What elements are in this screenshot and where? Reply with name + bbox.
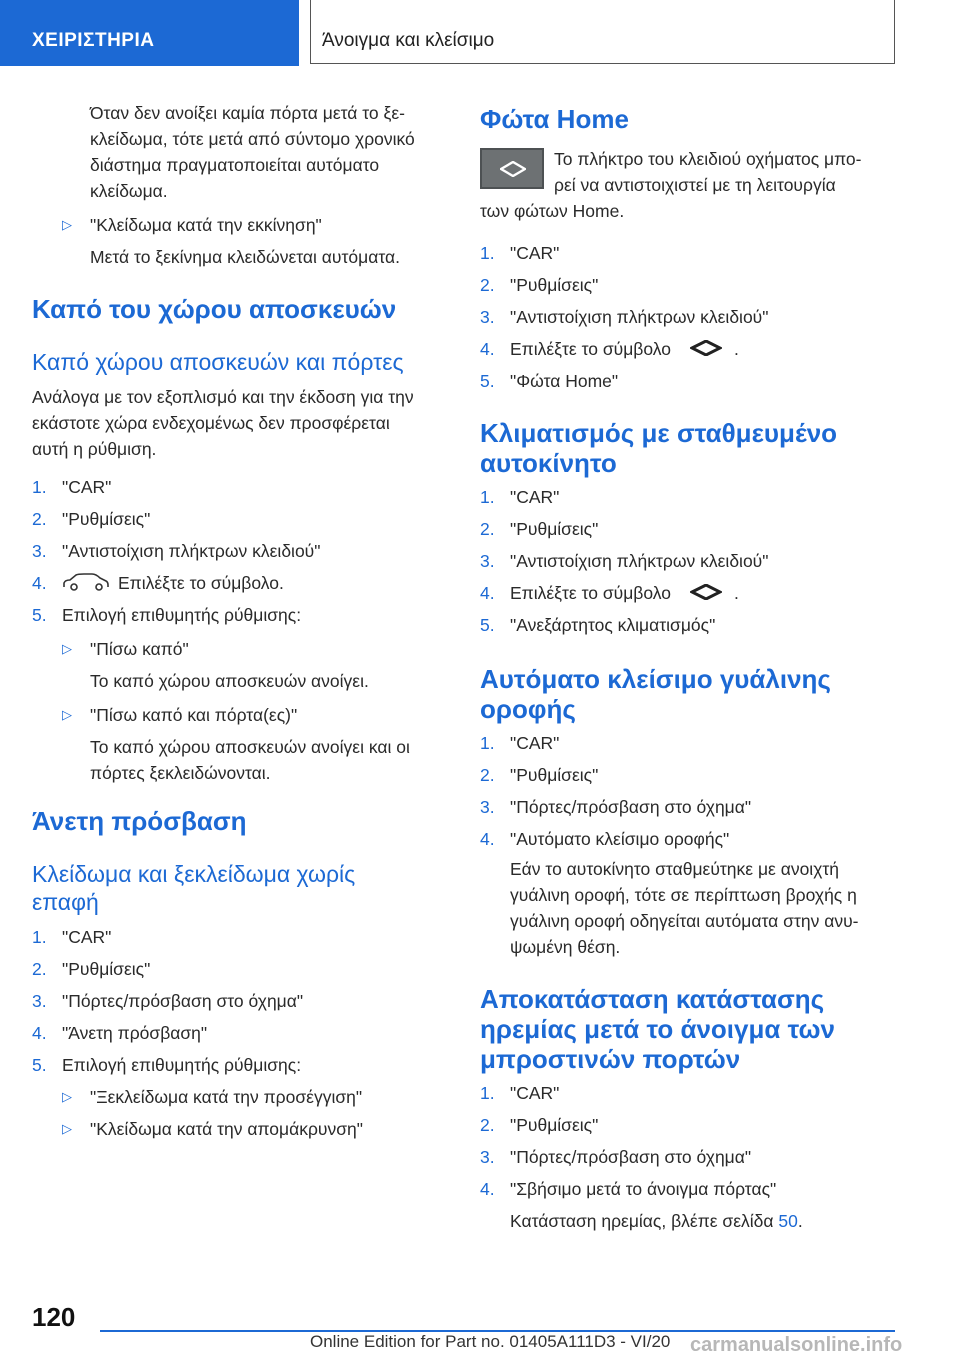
heading-trunk: Καπό του χώρου αποσκευών xyxy=(32,294,397,324)
trunk-option: "Πίσω καπό" xyxy=(90,639,189,659)
step-number: 5. xyxy=(480,371,495,391)
standby-step: "Ρυθμίσεις" xyxy=(510,1115,599,1135)
step-number: 2. xyxy=(32,509,47,529)
roof-desc-line: γυάλινη οροφή, τότε σε περίπτωση βροχής η xyxy=(510,885,857,905)
car-icon xyxy=(62,572,110,592)
bullet-triangle-icon: ▷ xyxy=(62,641,72,656)
trunk-step: "Αντιστοίχιση πλήκτρων κλειδιού" xyxy=(62,541,321,561)
roof-step: "Ρυθμίσεις" xyxy=(510,765,599,785)
heading-parked-climate: αυτοκίνητο xyxy=(480,448,617,478)
intro-line: κλείδωμα, τότε μετά από σύντομο χρονικό xyxy=(90,129,415,149)
trunk-step: "Ρυθμίσεις" xyxy=(62,509,151,529)
roof-desc-line: Εάν το αυτοκίνητο σταθμεύτηκε με ανοιχτή xyxy=(510,859,840,879)
keyless-step: "CAR" xyxy=(62,927,112,947)
home-step: "CAR" xyxy=(510,243,560,263)
heading-keyless: Κλείδωμα και ξεκλείδωμα χωρίς xyxy=(32,861,356,887)
trunk-option-desc: Το καπό χώρου αποσκευών ανοίγει. xyxy=(90,671,369,691)
trunk-desc-line: Ανάλογα με τον εξοπλισμό και την έκδοση για την xyxy=(32,387,414,407)
diamond-icon xyxy=(500,161,526,177)
home-step: "Αντιστοίχιση πλήκτρων κλειδιού" xyxy=(510,307,769,327)
home-step: Επιλέξτε το σύμβολο xyxy=(510,339,671,359)
step-number: 1. xyxy=(480,243,495,263)
trunk-desc-line: εκάστοτε χώρα ενδεχομένως δεν προσφέρεται xyxy=(32,413,390,433)
bullet-triangle-icon: ▷ xyxy=(62,1121,72,1136)
step-number: 4. xyxy=(480,339,495,359)
heading-parked-climate: Κλιματισμός με σταθμευμένο xyxy=(480,418,838,448)
watermark: carmanualsonline.info xyxy=(690,1334,903,1356)
step-number: 5. xyxy=(480,615,495,635)
home-step: "Ρυθμίσεις" xyxy=(510,275,599,295)
heading-roof-close: Αυτόματο κλείσιμο γυάλινης xyxy=(480,664,831,694)
climate-step: "Αντιστοίχιση πλήκτρων κλειδιού" xyxy=(510,551,769,571)
step-number: 2. xyxy=(32,959,47,979)
heading-roof-close: οροφής xyxy=(480,694,576,724)
trunk-step: Επιλέξτε το σύμβολο. xyxy=(118,573,284,593)
keyless-option: "Κλείδωμα κατά την απομάκρυνση" xyxy=(90,1119,363,1139)
bullet-triangle-icon: ▷ xyxy=(62,217,72,232)
standby-step: "CAR" xyxy=(510,1083,560,1103)
sentence-period: . xyxy=(797,1211,803,1231)
step-number: 3. xyxy=(480,1147,495,1167)
heading-home-lights: Φώτα Home xyxy=(480,104,629,134)
header-divider xyxy=(310,0,311,64)
roof-desc-line: γυάλινη οροφή οδηγείται αυτόματα στην ανυ- xyxy=(510,911,859,931)
step-number: 2. xyxy=(480,275,495,295)
page-reference-link[interactable]: 50 xyxy=(778,1211,798,1231)
standby-desc-text: Κατάσταση ηρεμίας, βλέπε σελίδα xyxy=(510,1211,779,1231)
trunk-option: "Πίσω καπό και πόρτα(ες)" xyxy=(90,705,298,725)
climate-step: "CAR" xyxy=(510,487,560,507)
step-number: 5. xyxy=(32,605,47,625)
section-title: Άνοιγμα και κλείσιμο xyxy=(322,30,495,51)
step-number: 1. xyxy=(32,477,47,497)
key-button-graphic xyxy=(480,148,544,189)
climate-step: Επιλέξτε το σύμβολο xyxy=(510,583,671,603)
roof-step: "CAR" xyxy=(510,733,560,753)
step-number: 2. xyxy=(480,519,495,539)
step-number: 3. xyxy=(32,541,47,561)
standby-step: "Σβήσιμο μετά το άνοιγμα πόρτας" xyxy=(510,1179,777,1199)
standby-desc xyxy=(510,1208,803,1234)
step-number: 1. xyxy=(32,927,47,947)
step-number: 1. xyxy=(480,733,495,753)
heading-standby: μπροστινών πορτών xyxy=(480,1044,741,1074)
sentence-period: . xyxy=(734,583,739,603)
option-auto-lock-desc: Μετά το ξεκίνημα κλειδώνεται αυτόματα. xyxy=(90,247,400,267)
home-desc-line: ρεί να αντιστοιχιστεί με τη λειτουργία xyxy=(554,175,836,195)
standby-step: "Πόρτες/πρόσβαση στο όχημα" xyxy=(510,1147,752,1167)
trunk-desc-line: αυτή η ρύθμιση. xyxy=(32,439,157,459)
climate-step: "Ρυθμίσεις" xyxy=(510,519,599,539)
home-desc-line: των φώτων Home. xyxy=(480,201,625,221)
step-number: 4. xyxy=(480,829,495,849)
diamond-icon xyxy=(690,340,722,356)
heading-trunk-doors: Καπό χώρου αποσκευών και πόρτες xyxy=(32,349,404,375)
intro-line: κλείδωμα. xyxy=(90,181,168,201)
heading-standby: Αποκατάσταση κατάστασης xyxy=(480,984,825,1014)
bullet-triangle-icon: ▷ xyxy=(62,1089,72,1104)
trunk-option-desc: πόρτες ξεκλειδώνονται. xyxy=(90,763,271,783)
step-number: 3. xyxy=(480,551,495,571)
keyless-step: "Πόρτες/πρόσβαση στο όχημα" xyxy=(62,991,304,1011)
page-header xyxy=(0,0,960,66)
step-number: 3. xyxy=(480,797,495,817)
heading-keyless: επαφή xyxy=(32,889,99,915)
keyless-step: Επιλογή επιθυμητής ρύθμισης: xyxy=(62,1055,302,1075)
diamond-icon xyxy=(690,584,722,600)
home-desc-line: Το πλήκτρο του κλειδιού οχήματος μπο- xyxy=(554,149,862,169)
intro-line: Όταν δεν ανοίξει καμία πόρτα μετά το ξε- xyxy=(90,103,405,123)
roof-desc-line: ψωμένη θέση. xyxy=(510,937,621,957)
step-number: 4. xyxy=(480,583,495,603)
step-number: 5. xyxy=(32,1055,47,1075)
step-number: 2. xyxy=(480,765,495,785)
chapter-tab: ΧΕΙΡΙΣΤΗΡΙΑ xyxy=(0,0,299,66)
trunk-option-desc: Το καπό χώρου αποσκευών ανοίγει και οι xyxy=(90,737,410,757)
heading-standby: ηρεμίας μετά το άνοιγμα των xyxy=(480,1014,835,1044)
sentence-period: . xyxy=(734,339,739,359)
trunk-step: Επιλογή επιθυμητής ρύθμισης: xyxy=(62,605,302,625)
step-number: 1. xyxy=(480,1083,495,1103)
keyless-step: "Άνετη πρόσβαση" xyxy=(62,1023,208,1043)
header-underline xyxy=(310,63,895,64)
keyless-option: "Ξεκλείδωμα κατά την προσέγγιση" xyxy=(90,1087,363,1107)
step-number: 4. xyxy=(480,1179,495,1199)
step-number: 4. xyxy=(32,573,47,593)
step-number: 2. xyxy=(480,1115,495,1135)
climate-step: "Ανεξάρτητος κλιματισμός" xyxy=(510,615,716,635)
bullet-triangle-icon: ▷ xyxy=(62,707,72,722)
trunk-step: "CAR" xyxy=(62,477,112,497)
roof-step: "Πόρτες/πρόσβαση στο όχημα" xyxy=(510,797,752,817)
option-auto-lock: "Κλείδωμα κατά την εκκίνηση" xyxy=(90,215,322,235)
step-number: 3. xyxy=(32,991,47,1011)
home-step: "Φώτα Home" xyxy=(510,371,619,391)
roof-step: "Αυτόματο κλείσιμο οροφής" xyxy=(510,829,730,849)
intro-line: διάστημα πραγματοποιείται αυτόματο xyxy=(90,155,380,175)
edition-text: Online Edition for Part no. 01405A111D3 - VI/20 xyxy=(310,1332,671,1351)
keyless-step: "Ρυθμίσεις" xyxy=(62,959,151,979)
step-number: 3. xyxy=(480,307,495,327)
header-divider-right xyxy=(894,0,895,64)
step-number: 4. xyxy=(32,1023,47,1043)
heading-comfort-access: Άνετη πρόσβαση xyxy=(32,806,247,836)
step-number: 1. xyxy=(480,487,495,507)
page-number: 120 xyxy=(32,1302,76,1332)
